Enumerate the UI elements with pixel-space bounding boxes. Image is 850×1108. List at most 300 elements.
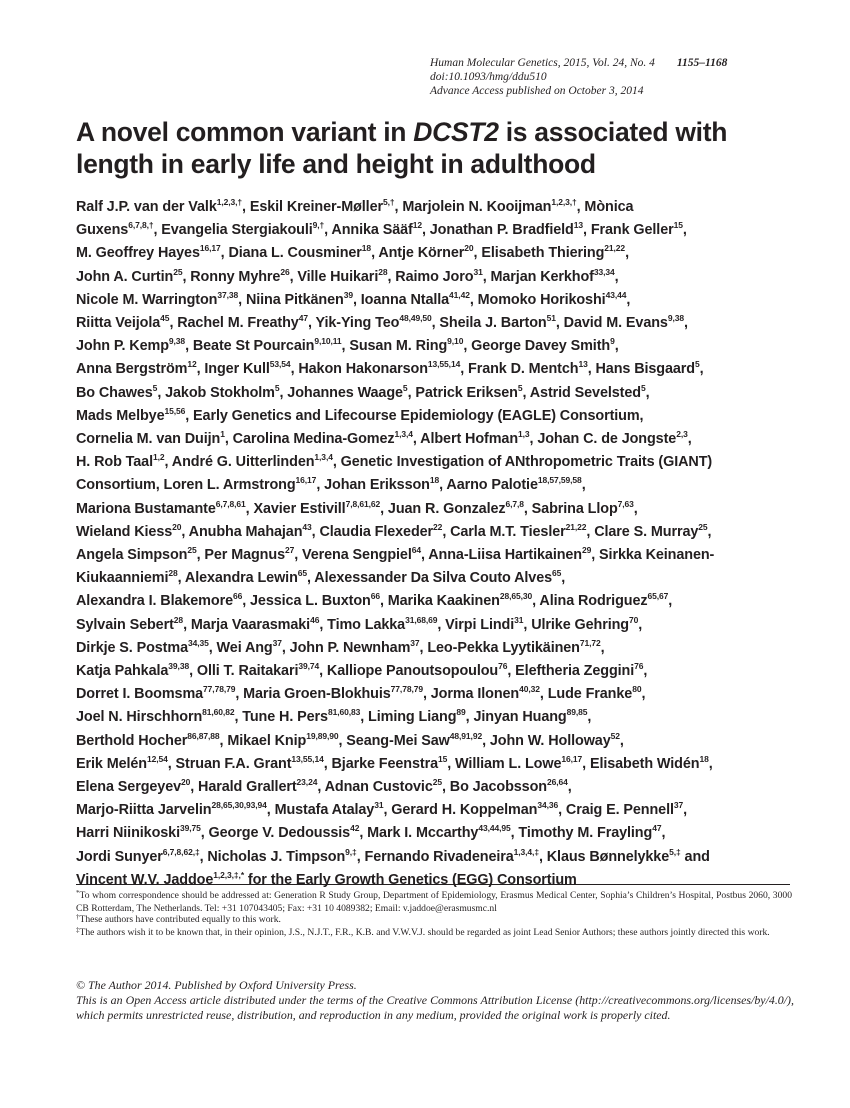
author-line (76, 498, 806, 521)
affiliation-superscript: 1,2,3,‡,* (213, 869, 245, 880)
author-name: , (614, 268, 619, 285)
author-name: , Alexessander Da Silva Couto Alves (307, 570, 553, 587)
affiliation-superscript: 25 (187, 545, 197, 556)
footnote-divider (76, 884, 790, 885)
author-name: Dorret I. Boomsma (76, 686, 204, 703)
affiliation-superscript: 27 (284, 545, 295, 556)
author-name: , Hakon Hakonarson (290, 361, 428, 378)
affiliation-superscript: 39 (343, 289, 353, 300)
author-name: , Olli T. Raitakari (189, 663, 299, 680)
affiliation-superscript: 9 (610, 336, 615, 347)
copyright-notice (76, 978, 794, 1022)
author-name: , Elisabeth Widén (582, 755, 700, 772)
affiliation-superscript: 1,2,3,† (216, 197, 243, 207)
author-name: Katja Pahkala (76, 663, 169, 680)
affiliation-superscript: 15 (673, 220, 683, 231)
author-name: John A. Curtin (76, 268, 174, 285)
author-name: Alexandra I. Blakemore (76, 593, 233, 610)
author-name: , (643, 663, 648, 680)
author-name: Joel N. Hirschhorn (76, 709, 203, 726)
affiliation-superscript: 76 (634, 661, 644, 672)
author-name: , (600, 639, 605, 656)
author-line (76, 474, 806, 497)
affiliation-superscript: 2,3 (676, 429, 688, 440)
author-name: Erik Melén (76, 755, 147, 772)
affiliation-superscript: 13,55,14 (291, 753, 324, 764)
author-line (76, 405, 806, 428)
author-name: , Patrick Eriksen (407, 384, 518, 401)
author-line (76, 289, 806, 312)
author-name: , Antje Körner (371, 245, 465, 262)
affiliation-superscript: 6,7,8,† (128, 220, 154, 231)
affiliation-superscript: 1,2,3,† (551, 197, 577, 207)
affiliation-superscript: 1,3,4,‡ (513, 846, 539, 857)
author-name: , Nicholas J. Timpson (199, 848, 346, 865)
author-name: , Jessica L. Buxton (242, 593, 371, 610)
affiliation-superscript: 37 (272, 637, 282, 648)
author-name: , Maria Groen-Blokhuis (235, 686, 391, 703)
author-name: Dirkje S. Postma (76, 639, 188, 656)
author-name: , Ulrike Gehring (523, 616, 629, 633)
author-name: Guxens (76, 222, 129, 239)
author-name: , Liming Liang (360, 709, 457, 726)
affiliation-superscript: 70 (628, 614, 639, 625)
author-name: , Eleftheria Zeggini (507, 663, 635, 680)
author-name: , Wei Ang (208, 639, 273, 656)
affiliation-superscript: 43 (302, 521, 312, 532)
affiliation-superscript: 31 (514, 614, 524, 625)
author-name: for the Early Growth Genetics (EGG) Consortium (244, 871, 577, 888)
affiliation-superscript: 1 (220, 429, 225, 440)
affiliation-superscript: 41,42 (449, 289, 470, 300)
affiliation-superscript: 15 (438, 753, 448, 764)
author-line (76, 451, 806, 474)
author-name: , (619, 732, 624, 749)
author-name: , Marjolein N. Kooijman (394, 199, 552, 215)
affiliation-superscript: 6,7,8 (505, 498, 524, 509)
author-name: , (683, 315, 688, 332)
affiliation-superscript: 28 (168, 568, 178, 579)
author-name: , Carla M.T. Tiesler (442, 523, 566, 540)
affiliation-superscript: 28 (378, 266, 388, 277)
author-name: , Kalliope Panoutsopoulou (319, 663, 499, 680)
affiliation-superscript: 25 (173, 266, 183, 277)
author-name: , Verena Sengpiel (294, 547, 412, 564)
author-name: , Mustafa Atalay (266, 802, 375, 819)
author-name: , Ronny Myhre (182, 268, 281, 285)
author-name: , Hans Bisgaard (587, 361, 695, 378)
footnotes (76, 890, 792, 939)
author-name: , Rachel M. Freathy (169, 315, 299, 332)
author-name: , Anubha Mahajan (181, 523, 303, 540)
author-name: , Clare S. Murray (586, 523, 699, 540)
affiliation-superscript: 5 (695, 359, 700, 370)
author-name: , (638, 616, 643, 633)
journal-citation: Human Molecular Genetics, 2015, Vol. 24, No. 4 (430, 57, 655, 69)
author-name: , Yik-Ying Teo (307, 315, 400, 332)
author-name: , Anna-Liisa Hartikainen (421, 547, 582, 564)
author-name: , Ioanna Ntalla (352, 291, 450, 308)
affiliation-superscript: 18 (699, 753, 709, 764)
affiliation-superscript: 40,32 (519, 684, 540, 695)
author-name: , (683, 802, 688, 819)
author-name: , William L. Lowe (447, 755, 562, 772)
affiliation-superscript: 80 (632, 684, 642, 695)
author-name: , Per Magnus (196, 547, 285, 564)
copyright-line: © The Author 2014. Published by Oxford University Press. (76, 978, 357, 992)
author-name: , Astrid Sevelsted (522, 384, 641, 401)
author-line (76, 567, 806, 590)
author-name: Riitta Veijola (76, 315, 161, 332)
affiliation-superscript: 9,38 (667, 313, 684, 324)
author-name: Berthold Hocher (76, 732, 188, 749)
affiliation-superscript: 25 (698, 521, 708, 532)
author-name: Nicole M. Warrington (76, 291, 218, 308)
author-name: , Jinyan Huang (465, 709, 567, 726)
affiliation-superscript: 5 (152, 382, 158, 393)
author-name: , Gerard H. Koppelman (383, 802, 538, 819)
author-name: Marjo-Riitta Jarvelin (76, 802, 212, 819)
author-name: , Adnan Custovic (317, 779, 433, 796)
affiliation-superscript: 9,38 (168, 336, 186, 347)
affiliation-superscript: 20 (464, 243, 474, 254)
author-name: , (645, 384, 650, 401)
author-name: , David M. Evans (555, 315, 668, 332)
affiliation-superscript: 77,78,79 (390, 684, 423, 695)
journal-citation-line (430, 56, 800, 70)
author-name: , Diana L. Cousminer (220, 245, 362, 262)
affiliation-superscript: 39,38 (168, 661, 190, 672)
author-line (76, 335, 806, 358)
journal-header (430, 56, 800, 98)
author-name: , Carolina Medina-Gomez (224, 431, 395, 448)
affiliation-superscript: 46 (310, 614, 320, 625)
author-name: Angela Simpson (76, 547, 188, 564)
author-name: , George V. Dedoussis (200, 825, 351, 842)
author-name: Vincent W.V. Jaddoe (76, 871, 214, 888)
author-name: , (561, 570, 566, 587)
affiliation-superscript: 9,10,11 (314, 336, 342, 347)
affiliation-superscript: 15,56 (164, 405, 186, 416)
affiliation-superscript: 12 (412, 220, 422, 231)
affiliation-superscript: 31 (473, 266, 483, 277)
affiliation-superscript: 43,44 (605, 289, 627, 300)
author-line (76, 544, 806, 567)
author-name: , Ville Huikari (289, 268, 379, 285)
author-name: , Annika Sääf (324, 222, 413, 239)
affiliation-superscript: 16,17 (561, 753, 583, 764)
author-name: , Raimo Joro (387, 268, 474, 285)
author-name: , Mikael Knip (219, 732, 307, 749)
affiliation-superscript: 20 (181, 777, 191, 788)
affiliation-superscript: 1,3,4 (394, 429, 413, 440)
affiliation-superscript: 48,49,50 (399, 313, 432, 324)
author-line (76, 358, 806, 381)
author-name: , Aarno Palotie (439, 477, 538, 494)
affiliation-superscript: 1,3 (518, 429, 530, 440)
author-name: , Albert Hofman (412, 431, 519, 448)
affiliation-superscript: 39,74 (298, 661, 320, 672)
affiliation-superscript: 23,24 (296, 777, 318, 788)
equal-contribution-text: These authors have contributed equally to this work. (79, 914, 281, 926)
author-name: , (633, 500, 638, 517)
affiliation-superscript: 21,22 (604, 243, 626, 254)
author-line (76, 521, 806, 544)
title-line-2: length in early life and height in adulthood (76, 149, 596, 179)
author-name: , Frank D. Mentch (460, 361, 579, 378)
affiliation-superscript: 42 (350, 823, 360, 834)
author-name: , Eskil Kreiner-Møller (242, 199, 383, 215)
affiliation-superscript: 29 (582, 545, 592, 556)
affiliation-superscript: 28 (173, 614, 184, 625)
author-name: , (581, 477, 586, 494)
license-text: This is an Open Access article distributed under the terms of the Creative Commons Attribution License (http://creativecommons.org/licenses/by/4.0/), which permits unrestricted reuse, distribution, and reproduction in any medium, provided the original work is properly cited. (76, 992, 794, 1022)
correspondence-text: To whom correspondence should be addressed at: Generation R Study Group, Department of Epidemiology, Erasmus Medical Center, Sophia’s Children’s Hospital, Postbus 2060, 3000 CB Rotterdam, The Netherlands. Tel: +31 107043405; Fax: +31 10 4089382; Email: v.jaddoe@erasmusmc.nl (76, 890, 792, 914)
author-name: , Johan Eriksson (316, 477, 430, 494)
author-line (76, 706, 806, 729)
author-name: , Leo-Pekka Lyytikäinen (419, 639, 580, 656)
author-name: , Timo Lakka (319, 616, 406, 633)
affiliation-superscript: 28,65,30,93,94 (211, 800, 267, 811)
author-name: John P. Kemp (76, 338, 169, 355)
author-name: and (680, 848, 710, 865)
author-name: , Klaus Bønnelykke (538, 848, 670, 865)
author-name: , (707, 523, 712, 540)
page-range: 1155–1168 (676, 57, 728, 69)
affiliation-superscript: 65 (552, 568, 562, 579)
affiliation-superscript: 5,† (383, 197, 395, 207)
author-name: Consortium, Loren L. Armstrong (76, 477, 296, 494)
author-line (76, 382, 806, 405)
author-name: , Seang-Mei Saw (338, 732, 450, 749)
author-name: , Susan M. Ring (341, 338, 448, 355)
affiliation-superscript: 77,78,79 (203, 684, 236, 695)
senior-authors-footnote (76, 927, 792, 940)
affiliation-superscript: 12,54 (146, 753, 168, 764)
title-part-1: A novel common variant in (76, 117, 414, 147)
author-line (76, 219, 806, 242)
author-line (76, 776, 806, 799)
equal-contribution-footnote (76, 914, 792, 927)
author-name: , Mònica (576, 199, 634, 215)
author-name: , Frank Geller (583, 222, 674, 239)
author-name: , Marika Kaakinen (379, 593, 500, 610)
affiliation-superscript: 5 (274, 382, 280, 393)
affiliation-superscript: 18 (361, 243, 372, 254)
affiliation-superscript: 9,10 (447, 336, 464, 347)
affiliation-superscript: 66 (232, 591, 243, 602)
affiliation-superscript: 28,65,30 (499, 591, 533, 602)
affiliation-superscript: 33,34 (593, 266, 615, 277)
affiliation-superscript: 13 (578, 359, 588, 370)
author-name: , George Davey Smith (463, 338, 611, 355)
affiliation-superscript: 16,17 (295, 475, 317, 486)
affiliation-superscript: 7,63 (617, 498, 634, 509)
affiliation-superscript: 18,57,59,58 (537, 475, 582, 486)
author-name: , Mark I. Mccarthy (359, 825, 479, 842)
affiliation-superscript: 65 (297, 568, 308, 579)
affiliation-superscript: 37,38 (217, 289, 239, 300)
author-line (76, 428, 806, 451)
author-line (76, 614, 806, 637)
author-name: , (625, 245, 629, 262)
affiliation-superscript: 47 (298, 313, 308, 324)
author-name: , Harald Grallert (190, 779, 297, 796)
doi[interactable]: doi:10.1093/hmg/ddu510 (430, 71, 547, 83)
affiliation-superscript: 5 (640, 382, 646, 393)
affiliation-superscript: 43,44,95 (478, 823, 511, 834)
author-name: , John P. Newnham (281, 639, 411, 656)
author-name: , André G. Uitterlinden (164, 454, 315, 471)
author-name: Jordi Sunyer (76, 848, 163, 865)
affiliation-superscript: 39,75 (179, 823, 201, 834)
affiliation-superscript: 7,8,61,62 (345, 498, 381, 509)
author-name: , Marjan Kerkhof (482, 268, 594, 285)
author-name: H. Rob Taal (76, 454, 153, 471)
author-line (76, 730, 806, 753)
author-name: , (614, 338, 619, 355)
author-name: , (567, 779, 572, 796)
affiliation-superscript: 64 (411, 545, 421, 556)
author-line (76, 590, 806, 613)
author-name: Mariona Bustamante (76, 500, 216, 517)
senior-authors-text: The authors wish it to be known that, in their opinion, J.S., N.J.T., F.R., K.B. and V.W.V.J. should be regarded as joint Lead Senior Authors; these authors jointly directed this work. (79, 926, 770, 938)
author-name: , Momoko Horikoshi (469, 291, 606, 308)
affiliation-superscript: 81,60,83 (327, 707, 361, 718)
title-part-2: is associated with (498, 117, 728, 147)
author-line (76, 869, 806, 892)
affiliation-superscript: 26 (280, 266, 290, 277)
affiliation-superscript: 26,64 (546, 777, 568, 788)
author-line (76, 242, 806, 265)
affiliation-superscript: 31,68,69 (405, 614, 438, 625)
author-line (76, 683, 806, 706)
affiliation-superscript: 37 (673, 800, 684, 811)
author-line (76, 799, 806, 822)
author-name: , Bjarke Feenstra (323, 755, 438, 772)
author-name: , Sirkka Keinanen- (591, 547, 715, 564)
author-name: Bo Chawes (76, 384, 153, 401)
author-name: , Elisabeth Thiering (473, 245, 605, 262)
author-line (76, 822, 806, 845)
author-name: Elena Sergeyev (76, 779, 181, 796)
affiliation-superscript: 25 (432, 777, 442, 788)
author-name: Anna Bergström (76, 361, 188, 378)
author-name: , Sheila J. Barton (431, 315, 547, 332)
author-name: , John W. Holloway (482, 732, 611, 749)
affiliation-superscript: 5 (402, 382, 408, 393)
affiliation-superscript: 1,3,4 (314, 452, 333, 463)
author-name: Mads Melbye (76, 407, 165, 424)
affiliation-superscript: 16,17 (199, 243, 221, 254)
author-name: , Johannes Waage (279, 384, 403, 401)
author-line (76, 637, 806, 660)
affiliation-superscript: 6,7,8,61 (215, 498, 246, 509)
affiliation-superscript: 31 (374, 800, 384, 811)
article-title (76, 116, 816, 180)
author-name: , Sabrina Llop (523, 500, 618, 517)
author-name: , Marja Vaarasmaki (183, 616, 311, 633)
author-line (76, 660, 806, 683)
author-name: , Struan F.A. Grant (167, 755, 292, 772)
author-name: Kiukaanniemi (76, 570, 169, 587)
affiliation-superscript: 52 (610, 730, 620, 741)
affiliation-superscript: 12 (187, 359, 197, 370)
author-name: M. Geoffrey Hayes (76, 245, 200, 262)
footnote-mark: ‡ (76, 925, 80, 934)
affiliation-superscript: 45 (160, 313, 170, 324)
author-name: , Bo Jacobsson (442, 779, 547, 796)
affiliation-superscript: 89,85 (566, 707, 588, 718)
affiliation-superscript: 22 (433, 521, 443, 532)
affiliation-superscript: 51 (546, 313, 556, 324)
author-name: , (641, 686, 646, 703)
author-name: , (708, 755, 713, 772)
author-name: , Claudia Flexeder (311, 523, 434, 540)
affiliation-superscript: 34,36 (537, 800, 559, 811)
correspondence-footnote (76, 890, 792, 914)
author-name: , (682, 222, 687, 239)
author-name: , (687, 431, 692, 448)
affiliation-superscript: 48,91,92 (449, 730, 483, 741)
author-name: , Fernando Rivadeneira (356, 848, 514, 865)
author-name: , Jakob Stokholm (157, 384, 275, 401)
author-name: , Alina Rodriguez (532, 593, 648, 610)
affiliation-superscript: 89 (456, 707, 466, 718)
author-name: , Early Genetics and Lifecourse Epidemiology (EAGLE) Consortium, (185, 407, 644, 424)
author-name: , Juan R. Gonzalez (380, 500, 506, 517)
affiliation-superscript: 9,‡ (345, 846, 357, 857)
author-line (76, 753, 806, 776)
author-name: , Genetic Investigation of ANthropometric Traits (GIANT) (332, 454, 713, 471)
author-name: , Beate St Pourcain (185, 338, 315, 355)
author-name: , (587, 709, 592, 726)
author-list (76, 196, 806, 892)
author-line (76, 196, 806, 219)
advance-access-date: Advance Access published on October 3, 2014 (430, 85, 644, 97)
author-line (76, 266, 806, 289)
author-name: , Lude Franke (539, 686, 633, 703)
affiliation-superscript: 81,60,82 (202, 707, 235, 718)
affiliation-superscript: 5 (517, 382, 523, 393)
footnote-mark: * (76, 889, 80, 897)
author-name: , Evangelia Stergiakouli (153, 222, 313, 239)
affiliation-superscript: 13 (573, 220, 584, 231)
affiliation-superscript: 47 (652, 823, 662, 834)
author-name: , Jorma Ilonen (422, 686, 520, 703)
author-name: , (699, 361, 704, 378)
affiliation-superscript: 76 (498, 661, 508, 672)
affiliation-superscript: 5,‡ (669, 846, 681, 857)
affiliation-superscript: 34,35 (187, 637, 209, 648)
author-name: Harri Niinikoski (76, 825, 180, 842)
title-gene-name: DCST2 (413, 117, 499, 147)
affiliation-superscript: 53,54 (269, 359, 291, 370)
author-name: , (626, 291, 631, 308)
affiliation-superscript: 66 (370, 591, 380, 602)
author-name: , (668, 593, 673, 610)
author-name: , Tune H. Pers (234, 709, 328, 726)
author-name: , Xavier Estivill (245, 500, 346, 517)
author-name: Cornelia M. van Duijn (76, 431, 221, 448)
author-name: , Niina Pitkänen (238, 291, 344, 308)
author-line (76, 312, 806, 335)
affiliation-superscript: 18 (429, 475, 440, 486)
author-name: , Timothy M. Frayling (510, 825, 653, 842)
affiliation-superscript: 19,89,90 (306, 730, 339, 741)
author-name: , Johan C. de Jongste (529, 431, 677, 448)
author-line (76, 846, 806, 869)
